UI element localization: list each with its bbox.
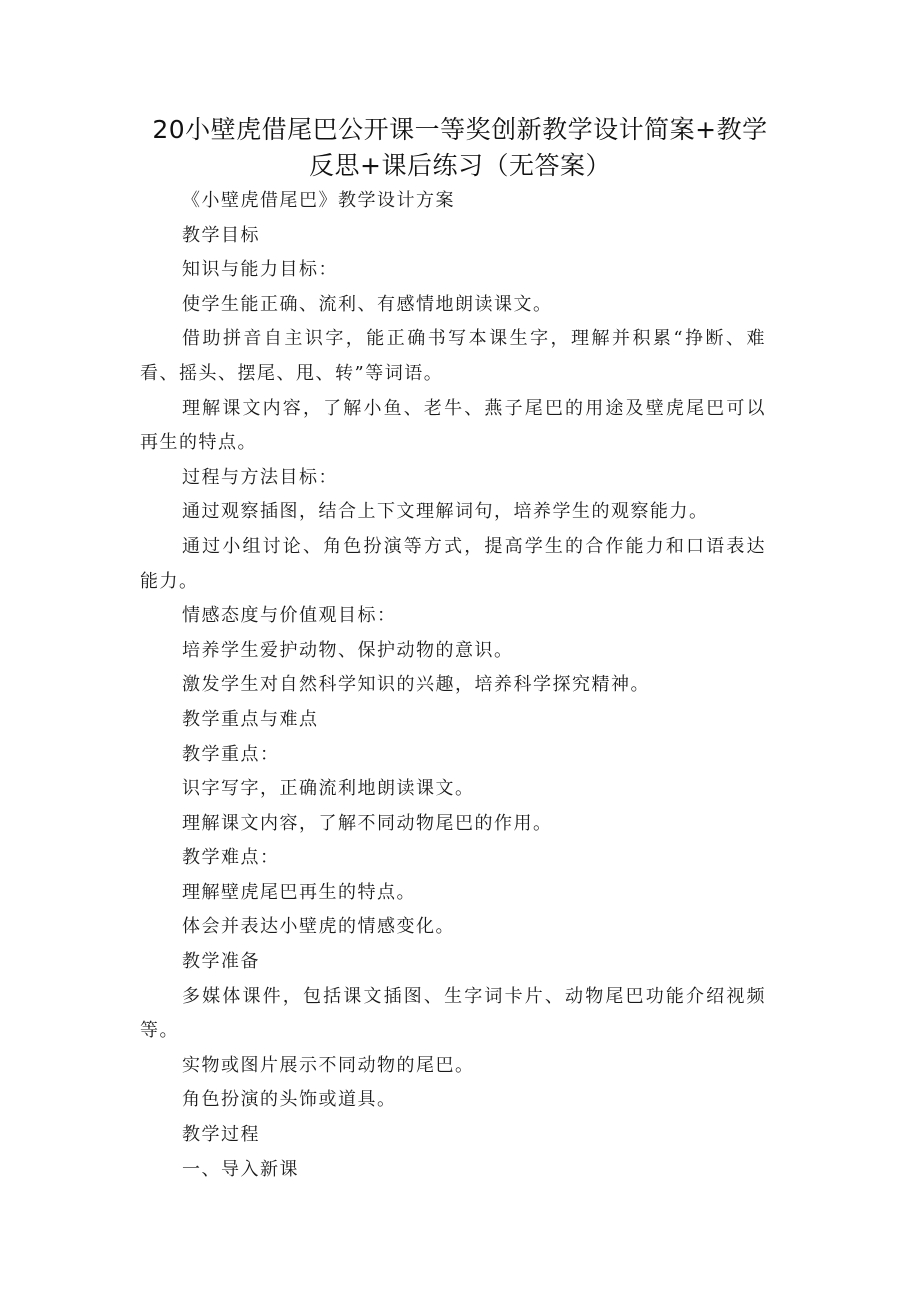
subheading-key-points: 教学重点：	[182, 743, 280, 765]
subheading-knowledge-ability: 知识与能力目标：	[182, 259, 338, 281]
plan-heading: 《小壁虎借尾巴》教学设计方案	[182, 190, 455, 211]
section-heading-key-points: 教学重点与难点	[182, 708, 319, 730]
section-heading-objectives: 教学目标	[182, 224, 260, 246]
subheading-emotion-values: 情感态度与价值观目标：	[182, 605, 397, 627]
paragraph: 通过小组讨论、角色扮演等方式，提高学生的合作能力和口语表达能力。	[140, 535, 766, 592]
subheading-process-method: 过程与方法目标：	[182, 466, 338, 488]
paragraph: 通过观察插图，结合上下文理解词句，培养学生的观察能力。	[182, 501, 709, 523]
subheading-difficulties: 教学难点：	[182, 847, 280, 869]
paragraph: 理解课文内容，了解不同动物尾巴的作用。	[182, 812, 553, 834]
paragraph: 识字写字，正确流利地朗读课文。	[182, 778, 475, 800]
paragraph: 使学生能正确、流利、有感情地朗读课文。	[182, 293, 553, 315]
paragraph: 激发学生对自然科学知识的兴趣，培养科学探究精神。	[182, 674, 650, 696]
paragraph: 多媒体课件，包括课文插图、生字词卡片、动物尾巴功能介绍视频等。	[140, 985, 766, 1042]
subheading-introduction: 一、导入新课	[182, 1158, 299, 1180]
section-heading-process: 教学过程	[182, 1124, 260, 1146]
paragraph: 实物或图片展示不同动物的尾巴。	[182, 1054, 475, 1076]
paragraph: 角色扮演的头饰或道具。	[182, 1089, 397, 1111]
paragraph: 理解壁虎尾巴再生的特点。	[182, 881, 416, 903]
document-title: 20小壁虎借尾巴公开课一等奖创新教学设计简案+教学反思+课后练习（无答案）	[152, 115, 768, 180]
paragraph: 借助拼音自主识字，能正确书写本课生字，理解并积累“挣断、难看、摇头、摆尾、甩、转”等词语。	[140, 328, 766, 384]
section-heading-preparation: 教学准备	[182, 951, 260, 973]
paragraph: 理解课文内容，了解小鱼、老牛、燕子尾巴的用途及壁虎尾巴可以再生的特点。	[140, 397, 766, 454]
paragraph: 体会并表达小壁虎的情感变化。	[182, 916, 455, 938]
paragraph: 培养学生爱护动物、保护动物的意识。	[182, 639, 514, 661]
document-body	[140, 184, 766, 1187]
